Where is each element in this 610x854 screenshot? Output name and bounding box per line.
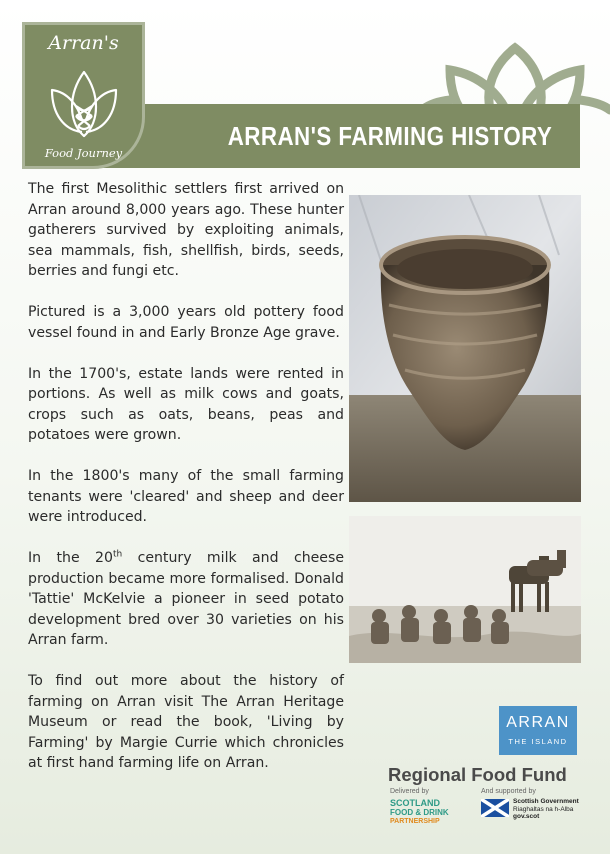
bronze-age-pottery-vessel-photo — [349, 195, 581, 502]
regional-food-fund-title: Regional Food Fund — [388, 764, 567, 785]
paragraph-20th-century — [28, 548, 344, 651]
arrans-food-journey-logo — [22, 22, 145, 169]
sfd-line3: PARTNERSHIP — [390, 818, 440, 825]
body-text — [28, 179, 344, 794]
gov-line2: Riaghaltas na h-Alba — [513, 805, 574, 813]
paragraph-settlers: The first Mesolithic settlers first arrived on Arran around 8,000 years ago. These hunter gatherers survived by exploiting animals, sea mammals, fish, shellfish, birds, seeds, berries and fungi etc. — [28, 181, 344, 279]
arran-the-island-logo — [499, 706, 577, 755]
scottish-government-text — [513, 798, 579, 821]
page-title: ARRAN'S FARMING HISTORY — [227, 120, 553, 151]
logo-title: Arran's — [48, 32, 119, 54]
century-text-rest: century milk and cheese production became more formalised. Donald 'Tattie' McKelvie a pioneer in seed potato development bred over 30 varieties on his Arran farm. — [28, 550, 344, 648]
historic-farm-workers-horses-photo — [349, 516, 581, 663]
saltire-flag-icon — [481, 799, 509, 817]
century-text-start: In the 20 — [28, 550, 113, 566]
century-superscript: th — [112, 549, 123, 560]
paragraph-1700s: In the 1700's, estate lands were rented in portions. As well as milk cows and goats, crops such as oats, beans, peas and potatoes were grown. — [28, 365, 344, 443]
scottish-government-logo — [481, 797, 591, 823]
paragraph-1800s: In the 1800's many of the small farming tenants were 'cleared' and sheep and deer were introduced. — [28, 468, 344, 525]
leaf-knot-icon — [46, 66, 122, 142]
sfd-line1: SCOTLAND — [390, 798, 440, 808]
paragraph-find-out-more: To find out more about the history of farming on Arran visit The Arran Heritage Museum or read the book, 'Living by Farming' by Margie Currie which chronicles at first hand farming life on Arran. — [28, 673, 344, 771]
logo-subtitle: Food Journey — [44, 146, 123, 160]
delivered-by-label: Delivered by — [390, 788, 429, 795]
scotland-food-drink-logo — [390, 799, 460, 826]
gov-line1: Scottish Government — [513, 798, 579, 805]
paragraph-pottery: Pictured is a 3,000 years old pottery food vessel found in and Early Bronze Age grave. — [28, 304, 344, 341]
arran-logo-word: ARRAN — [506, 714, 570, 731]
arran-logo-subtitle: THE ISLAND — [508, 737, 568, 746]
gov-line3: gov.scot — [513, 813, 540, 820]
sfd-line2: FOOD & DRINK — [390, 808, 449, 817]
supported-by-label: And supported by — [481, 788, 536, 795]
